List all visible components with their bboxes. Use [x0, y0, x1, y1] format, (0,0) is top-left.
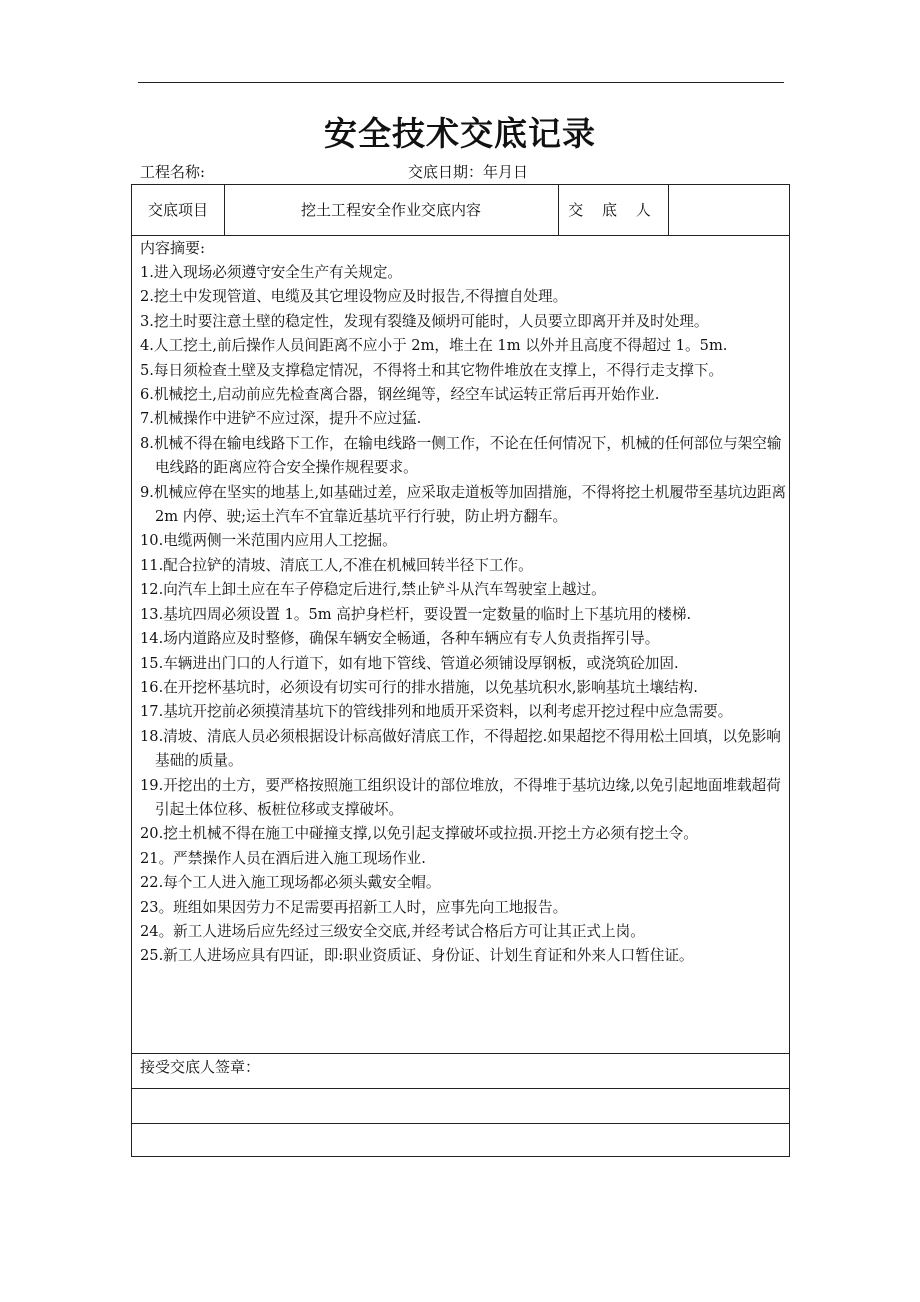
- list-item: 17.基坑开挖前必须摸清基坑下的管线排列和地质开采资料，以利考虑开挖过程中应急需要。: [140, 703, 733, 721]
- list-item: 3.挖土时要注意土壁的稳定性，发现有裂缝及倾坍可能时，人员要立即离开并及时处理。: [140, 312, 709, 330]
- list-item: 13.基坑四周必须设置 1。5m 高护身栏杆，要设置一定数量的临时上下基坑用的楼梯.: [140, 605, 692, 623]
- list-item: 12.向汽车上卸土应在车子停稳定后进行,禁止铲斗从汽车驾驶室上越过。: [140, 581, 606, 599]
- list-item: 22.每个工人进入施工现场都必须头戴安全帽。: [140, 874, 441, 892]
- list-item: 1.进入现场必须遵守安全生产有关规定。: [140, 264, 403, 281]
- list-item: 19.开挖出的土方，要严格按照施工组织设计的部位堆放，不得堆于基坑边缘,以免引起地面堆载超荷引起土体位移、板桩位移或支撑破坏。: [140, 776, 781, 818]
- list-item: 16.在开挖杯基坑时，必须设有切实可行的排水措施，以免基坑积水,影响基坑土壤结构.: [140, 678, 698, 696]
- list-item: 20.挖土机械不得在施工中碰撞支撑,以免引起支撑破坏或拉损.开挖土方必须有挖土令。: [140, 825, 698, 843]
- project-name-label: 工程名称:: [140, 163, 206, 181]
- list-item: 9.机械应停在坚实的地基上,如基础过差，应采取走道板等加固措施，不得将挖土机履带至基坑边距离 2m 内停、驶;运土汽车不宜靠近基坑平行行驶，防止坍方翻车。: [140, 483, 787, 526]
- list-item: 11.配合拉铲的清坡、清底工人,不准在机械回转半径下工作。: [140, 556, 533, 574]
- list-item: 24。新工人进场后应先经过三级安全交底,并经考试合格后方可让其正式上岗。: [140, 922, 645, 940]
- list-item: 7.机械操作中进铲不应过深，提升不应过猛.: [140, 410, 422, 428]
- row-divider: [132, 235, 789, 236]
- summary-label: 内容摘要:: [140, 239, 206, 257]
- list-item: 6.机械挖土,启动前应先检查离合器，钢丝绳等，经空车试运转正常后再开始作业.: [140, 386, 660, 404]
- document-title: 安全技术交底记录: [324, 114, 596, 153]
- signature-label: 接受交底人签章：: [140, 1058, 261, 1076]
- summary-items-list: [140, 261, 788, 969]
- item-label-cell: 交底项目: [147, 201, 208, 219]
- discloser-label-cell: 交 底 人: [568, 201, 658, 219]
- record-table: [131, 184, 790, 1157]
- list-item: 10.电缆两侧一米范围内应用人工挖掘。: [140, 532, 397, 550]
- list-item: 5.每日须检查土壁及支撑稳定情况，不得将土和其它物件堆放在支撑上，不得行走支撑下。: [140, 361, 724, 379]
- row-divider: [132, 1123, 789, 1124]
- item-content-cell: 挖土工程安全作业交底内容: [300, 201, 481, 219]
- list-item: 21。严禁操作人员在酒后进入施工现场作业.: [140, 849, 426, 867]
- disclosure-date-label: 交底日期：年月日: [408, 163, 529, 181]
- list-item: 14.场内道路应及时整修，确保车辆安全畅通，各种车辆应有专人负责指挥引导。: [140, 630, 660, 648]
- row-divider: [132, 1053, 789, 1054]
- list-item: 18.清坡、清底人员必须根据设计标高做好清底工作，不得超挖.如果超挖不得用松土回填，以免影响基础的质量。: [140, 727, 781, 770]
- list-item: 25.新工人进场应具有四证，即:职业资质证、身份证、计划生育证和外来人口暂住证。: [140, 947, 694, 965]
- discloser-value-cell[interactable]: [669, 185, 791, 235]
- list-item: 15.车辆进出门口的人行道下，如有地下管线、管道必须铺设厚钢板，或浇筑砼加固.: [140, 654, 679, 672]
- header-rule: [138, 82, 784, 83]
- list-item: 8.机械不得在输电线路下工作，在输电线路一侧工作，不论在任何情况下，机械的任何部位与架空输电线路的距离应符合安全操作规程要求。: [140, 434, 782, 477]
- row-divider: [132, 1088, 789, 1089]
- list-item: 23。班组如果因劳力不足需要再招新工人时，应事先向工地报告。: [140, 898, 568, 916]
- list-item: 2.挖土中发现管道、电缆及其它埋设物应及时报告,不得擅自处理。: [140, 288, 568, 306]
- list-item: 4.人工挖土,前后操作人员间距离不应小于 2m，堆土在 1m 以外并且高度不得超过 1。5m.: [140, 337, 728, 355]
